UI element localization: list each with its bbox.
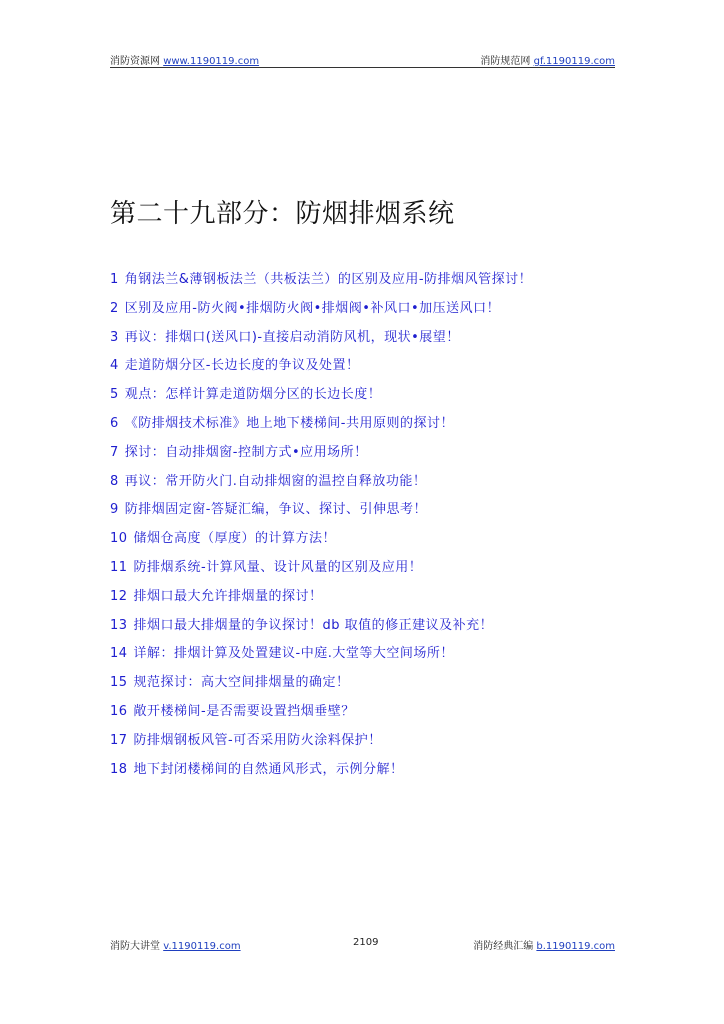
toc-item[interactable]	[110, 732, 615, 761]
page-header	[110, 52, 615, 68]
toc-item-title: 排烟口最大排烟量的争议探讨！db 取值的修正建议及补充！	[133, 617, 494, 633]
table-of-contents	[110, 271, 615, 789]
toc-item-title: 详解：排烟计算及处置建议-中庭.大堂等大空间场所！	[133, 646, 454, 662]
page-number: 2109	[353, 937, 379, 948]
toc-item-title: 再议：排烟口(送风口)-直接启动消防风机，现状•展望！	[124, 329, 460, 345]
toc-item-number: 2	[110, 300, 119, 316]
toc-item[interactable]	[110, 271, 615, 300]
toc-item[interactable]	[110, 415, 615, 444]
page-footer	[110, 937, 615, 951]
toc-item-number: 14	[110, 646, 128, 662]
toc-item[interactable]	[110, 501, 615, 530]
toc-item-title: 走道防烟分区-长边长度的争议及处置！	[124, 358, 360, 374]
toc-item[interactable]	[110, 386, 615, 415]
toc-item-title: 防排烟系统-计算风量、设计风量的区别及应用！	[133, 559, 423, 575]
toc-item-number: 13	[110, 617, 128, 633]
header-divider	[110, 67, 615, 68]
header-left-label: 消防资源网	[110, 56, 160, 67]
toc-item-number: 17	[110, 732, 128, 748]
toc-item-number: 7	[110, 444, 119, 460]
toc-item[interactable]	[110, 329, 615, 358]
toc-item-number: 11	[110, 559, 128, 575]
toc-item-title: 《防排烟技术标准》地上地下楼梯间-共用原则的探讨！	[124, 415, 454, 431]
header-right-label: 消防规范网	[480, 56, 531, 67]
toc-item-number: 12	[110, 588, 128, 604]
toc-item-number: 1	[110, 272, 119, 287]
toc-item[interactable]	[110, 617, 615, 646]
toc-item[interactable]	[110, 674, 615, 703]
toc-item[interactable]	[110, 300, 615, 329]
header-left	[110, 52, 259, 67]
footer-right-link[interactable]: b.1190119.com	[536, 941, 615, 952]
toc-item-number: 15	[110, 675, 128, 691]
header-right-link[interactable]: gf.1190119.com	[533, 56, 615, 67]
toc-item-number: 18	[110, 761, 128, 777]
toc-item-number: 9	[110, 502, 119, 518]
toc-item-title: 观点：怎样计算走道防烟分区的长边长度！	[124, 387, 382, 403]
toc-item-title: 排烟口最大允许排烟量的探讨！	[133, 588, 323, 604]
toc-item[interactable]	[110, 444, 615, 473]
toc-item-title: 区别及应用-防火阀•排烟防火阀•排烟阀•补风口•加压送风口！	[124, 300, 501, 316]
toc-item[interactable]	[110, 645, 615, 674]
footer-left-link[interactable]: v.1190119.com	[163, 941, 241, 952]
header-left-link[interactable]: www.1190119.com	[163, 56, 260, 67]
toc-item[interactable]	[110, 559, 615, 588]
footer-right-label: 消防经典汇编	[473, 941, 534, 952]
toc-item-number: 16	[110, 703, 128, 719]
toc-item-title: 再议：常开防火门.自动排烟窗的温控自释放功能！	[124, 473, 427, 489]
footer-left-label: 消防大讲堂	[110, 941, 160, 952]
toc-item[interactable]	[110, 703, 615, 732]
toc-item-title: 地下封闭楼梯间的自然通风形式，示例分解！	[133, 761, 404, 777]
toc-item-title: 角钢法兰&薄钢板法兰（共板法兰）的区别及应用-防排烟风管探讨！	[124, 272, 533, 287]
toc-item-number: 6	[110, 415, 119, 431]
toc-item-title: 规范探讨：高大空间排烟量的确定！	[133, 675, 350, 691]
toc-item-number: 4	[110, 358, 119, 374]
toc-item-number: 8	[110, 473, 119, 489]
toc-item[interactable]	[110, 588, 615, 617]
toc-item[interactable]	[110, 761, 615, 790]
toc-item[interactable]	[110, 530, 615, 559]
footer-left	[110, 937, 241, 952]
header-right	[480, 52, 615, 67]
toc-item-number: 10	[110, 531, 128, 547]
toc-item-title: 防排烟固定窗-答疑汇编，争议、探讨、引伸思考！	[124, 502, 427, 518]
toc-item[interactable]	[110, 357, 615, 386]
page-title: 第二十九部分：防烟排烟系统	[110, 199, 455, 229]
toc-item-title: 敞开楼梯间-是否需要设置挡烟垂壁？	[133, 703, 355, 719]
toc-item-title: 探讨：自动排烟窗-控制方式•应用场所！	[124, 444, 368, 460]
toc-item-title: 储烟仓高度（厚度）的计算方法！	[133, 531, 337, 547]
toc-item-number: 5	[110, 387, 119, 403]
toc-item[interactable]	[110, 473, 615, 502]
footer-right	[473, 937, 615, 952]
toc-item-title: 防排烟钢板风管-可否采用防火涂料保护！	[133, 732, 382, 748]
toc-item-number: 3	[110, 329, 119, 345]
